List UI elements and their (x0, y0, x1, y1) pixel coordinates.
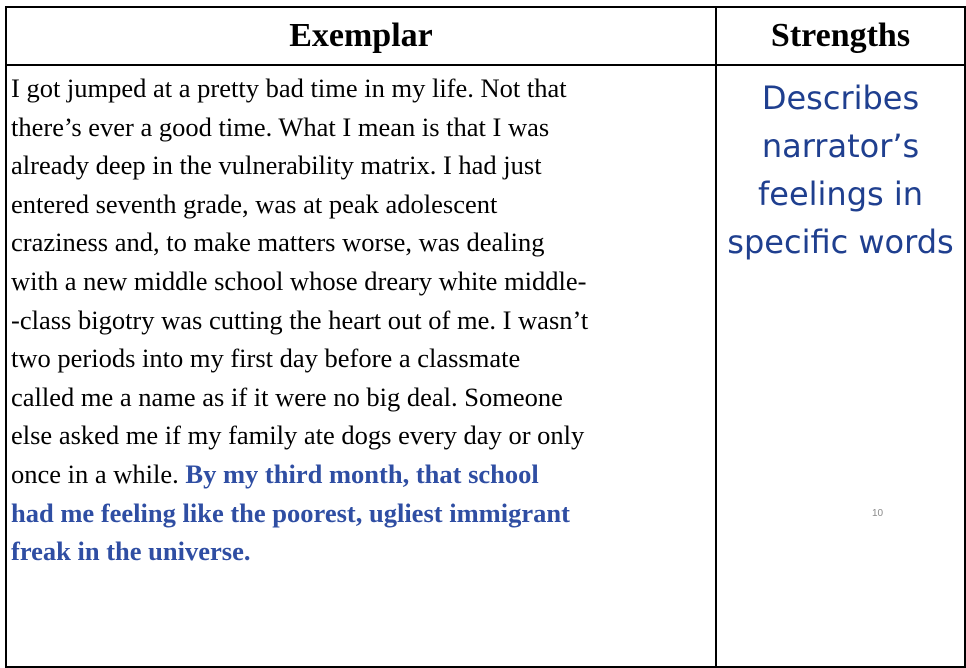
content-row (6, 65, 965, 667)
exemplar-text: I got jumped at a pretty bad time in my life. Not that there’s ever a good time. What I mean is that I was already deep in the vulnerability matrix. I had just entered seventh grade, was at peak adolescent craziness and, to make matters worse, was dealing with a new middle school whose dreary white middle- -class bigotry was cutting the heart out of me. I wasn’t two periods into my first day before a classmate called me a name as if it were no big deal. Someone else asked me if my family ate dogs every day or only once in a while. (11, 73, 589, 489)
exemplar-paragraph (7, 66, 715, 571)
strengths-header: Strengths (716, 7, 965, 65)
exemplar-strengths-table (5, 6, 966, 668)
exemplar-cell (6, 65, 716, 667)
strengths-cell (716, 65, 965, 667)
slide-number: 10 (872, 508, 884, 519)
exemplar-highlight: By my third month, that school had me feeling like the poorest, ugliest immigrant freak in the universe. (11, 458, 570, 567)
exemplar-header: Exemplar (6, 7, 716, 65)
header-row (6, 7, 965, 65)
strengths-text: Describes narrator’s feelings in specific words (727, 79, 954, 261)
